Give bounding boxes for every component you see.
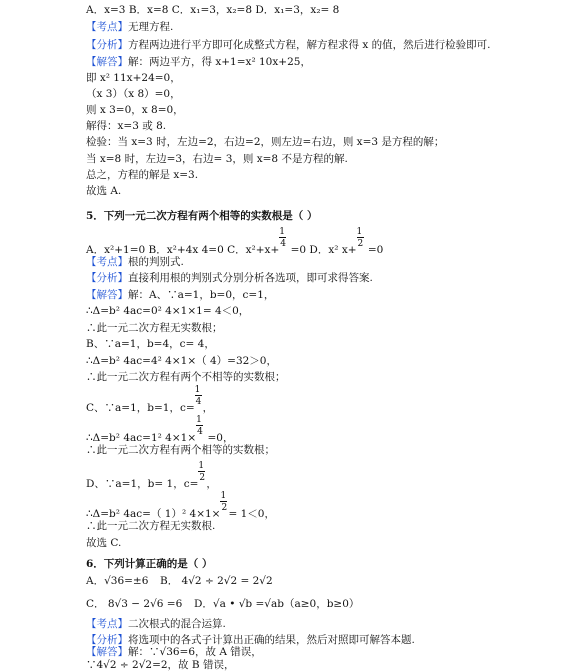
kaodian-text: 二次根式的混合运算. bbox=[128, 618, 226, 630]
fraction bbox=[356, 227, 365, 253]
fenxi-text: 方程两边进行平方即可化成整式方程，解方程求得 x 的值，然后进行检验即可. bbox=[128, 39, 491, 51]
fraction-denominator: 4 bbox=[195, 397, 202, 407]
q4-kaodian bbox=[86, 21, 173, 34]
q4-line: 故选 A. bbox=[86, 185, 122, 197]
jieda-tag: 【解答】 bbox=[86, 646, 128, 658]
fraction bbox=[198, 461, 206, 487]
q6-kaodian bbox=[86, 618, 226, 631]
fenxi-tag: 【分析】 bbox=[86, 634, 128, 646]
fraction-numerator: 1 bbox=[220, 491, 227, 501]
q5-options bbox=[86, 227, 384, 257]
fraction bbox=[279, 227, 287, 253]
fraction-numerator: 1 bbox=[198, 461, 205, 471]
q4-options: A．x=3 B．x=8 C．x₁=3，x₂=8 D．x₁=3，x₂= 8 bbox=[86, 4, 340, 16]
q5-line-text: D、∵a=1，b= 1，c= bbox=[86, 478, 199, 490]
q5-kaodian bbox=[86, 256, 184, 269]
q5-line: ∴此一元二次方程无实数根； bbox=[86, 322, 223, 334]
q6-option-b: B． 4√2 ÷ 2√2 = 2√2 bbox=[160, 575, 273, 587]
q6-option-d: D．√a • √b =√ab（a≥0，b≥0） bbox=[194, 598, 360, 610]
q5-fenxi bbox=[86, 272, 373, 285]
fenxi-tag: 【分析】 bbox=[86, 39, 128, 51]
kaodian-tag: 【考点】 bbox=[86, 618, 128, 630]
q5-line-text: ∴Δ=b² 4ac=1² 4×1× bbox=[86, 432, 197, 444]
fraction bbox=[220, 491, 228, 517]
q5-line: B、∵a=1，b=4，c= 4， bbox=[86, 338, 215, 350]
q5-line bbox=[86, 491, 275, 521]
q5-line bbox=[86, 415, 234, 445]
kaodian-text: 根的判别式. bbox=[128, 256, 184, 268]
fraction-denominator: 4 bbox=[197, 427, 203, 437]
q4-line: 解得：x=3 或 8. bbox=[86, 120, 167, 132]
fraction-numerator: 1 bbox=[356, 227, 363, 237]
fraction-denominator: 4 bbox=[280, 239, 287, 249]
fenxi-text: 直接利用根的判别式分别分析各选项，即可求得答案. bbox=[128, 272, 373, 284]
q6-jieda bbox=[86, 646, 262, 659]
fenxi-text: 将选项中的各式子计算出正确的结果，然后对照即可解答本题. bbox=[128, 634, 415, 646]
q6-option-a: A．√36=±6 bbox=[86, 575, 149, 587]
kaodian-tag: 【考点】 bbox=[86, 21, 128, 33]
fraction-denominator: 2 bbox=[199, 473, 206, 483]
q6-stem: 6．下列计算正确的是（ ） bbox=[86, 558, 213, 570]
q5-options-text: =0 D．x² x+ bbox=[287, 244, 357, 256]
q4-line: （x 3）（x 8）=0， bbox=[86, 88, 181, 100]
jieda-text: 解：A、∵a=1，b=0，c=1， bbox=[128, 289, 275, 301]
q5-line bbox=[86, 461, 217, 491]
q5-options-text: =0 bbox=[364, 244, 384, 256]
q4-line: 即 x² 11x+24=0， bbox=[86, 72, 181, 84]
jieda-tag: 【解答】 bbox=[86, 289, 128, 301]
q4-line: 总之，方程的解是 x=3. bbox=[86, 169, 199, 181]
q5-line: ∴Δ=b² 4ac=0² 4×1×1= 4＜0， bbox=[86, 305, 250, 317]
fraction-numerator: 1 bbox=[279, 227, 286, 237]
fraction-denominator: 2 bbox=[221, 503, 228, 513]
q4-fenxi bbox=[86, 39, 490, 52]
q5-line bbox=[86, 385, 214, 415]
fraction-numerator: 1 bbox=[196, 415, 202, 425]
fraction bbox=[194, 385, 203, 411]
q5-jieda bbox=[86, 289, 274, 302]
q5-line-text: ∴Δ=b² 4ac=（ 1）² 4×1× bbox=[86, 508, 221, 520]
fraction-denominator: 2 bbox=[357, 239, 364, 249]
q5-line-text: ， bbox=[206, 478, 217, 490]
q5-line-text: = 1＜0， bbox=[228, 508, 275, 520]
q4-line: 当 x=8 时，左边=3，右边= 3，则 x=8 不是方程的解. bbox=[86, 153, 348, 165]
q6-line: ∵4√2 ÷ 2√2=2，故 B 错误， bbox=[86, 659, 235, 671]
q5-line: ∴此一元二次方程无实数根. bbox=[86, 520, 216, 532]
fraction bbox=[196, 415, 204, 441]
q4-line: 检验：当 x=3 时，左边=2，右边=2，则左边=右边，则 x=3 是方程的解； bbox=[86, 136, 445, 148]
jieda-text: 解：∵√36=6，故 A 错误， bbox=[128, 646, 262, 658]
jieda-text: 解：两边平方，得 x+1=x² 10x+25， bbox=[128, 56, 311, 68]
q5-line: ∴Δ=b² 4ac=4² 4×1×（ 4）=32＞0， bbox=[86, 355, 277, 367]
q5-line: 故选 C. bbox=[86, 537, 122, 549]
q4-jieda bbox=[86, 56, 311, 69]
q5-line-text: =0， bbox=[204, 432, 234, 444]
jieda-tag: 【解答】 bbox=[86, 56, 128, 68]
q5-stem: 5．下列一元二次方程有两个相等的实数根是（ ） bbox=[86, 210, 318, 222]
fraction-numerator: 1 bbox=[194, 385, 201, 395]
q5-line-text: ， bbox=[202, 402, 214, 414]
q6-option-c: C． 8√3 − 2√6 =6 bbox=[86, 598, 183, 610]
q5-line-text: C、∵a=1，b=1，c= bbox=[86, 402, 195, 414]
fenxi-tag: 【分析】 bbox=[86, 272, 128, 284]
q5-options-text: A．x²+1=0 B．x²+4x 4=0 C．x²+x+ bbox=[86, 244, 280, 256]
kaodian-text: 无理方程. bbox=[128, 21, 174, 33]
q4-line: 则 x 3=0，x 8=0， bbox=[86, 104, 184, 116]
kaodian-tag: 【考点】 bbox=[86, 256, 128, 268]
q5-line: ∴此一元二次方程有两个相等的实数根； bbox=[86, 444, 275, 456]
q5-line: ∴此一元二次方程有两个不相等的实数根； bbox=[86, 371, 286, 383]
